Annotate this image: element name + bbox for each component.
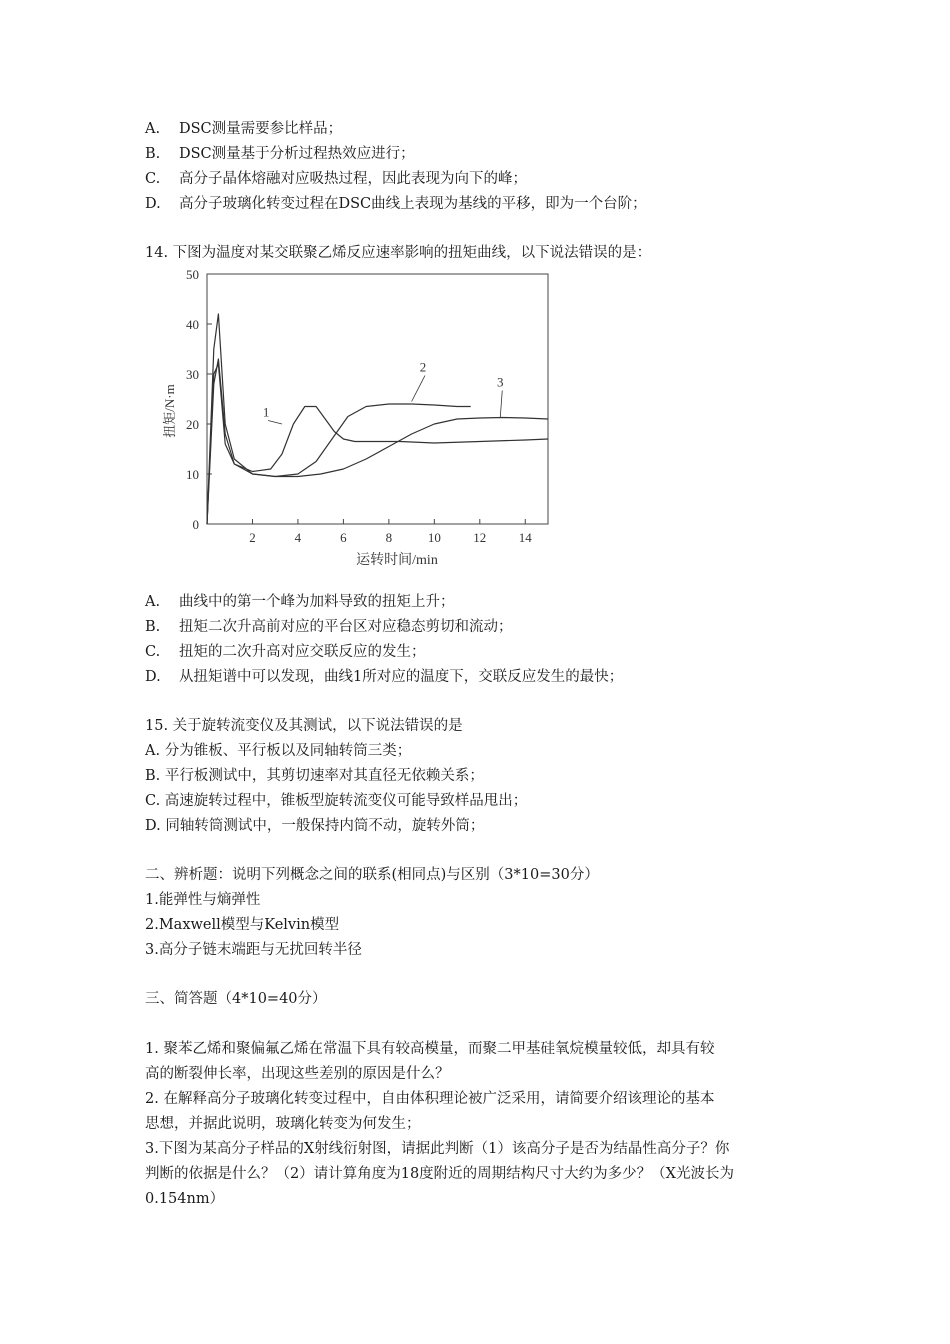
q13-option-d: D. 高分子玻璃化转变过程在DSC曲线上表现为基线的平移，即为一个台阶； bbox=[145, 196, 647, 212]
series-line-2 bbox=[207, 314, 471, 524]
q15-stem: 15. 关于旋转流变仪及其测试，以下说法错误的是 bbox=[145, 718, 463, 734]
chart-frame bbox=[207, 274, 548, 524]
q14-option-c: C. 扭矩的二次升高对应交联反应的发生； bbox=[145, 644, 426, 660]
y-tick-label: 0 bbox=[192, 517, 199, 532]
section3-title: 三、简答题（4*10=40分） bbox=[145, 991, 327, 1007]
q15-option-a: A. 分为锥板、平行板以及同轴转筒三类； bbox=[145, 743, 412, 759]
q15-option-c: C. 高速旋转过程中，锥板型旋转流变仪可能导致样品甩出； bbox=[145, 793, 528, 809]
section2-title: 二、辨析题：说明下列概念之间的联系(相同点)与区别（3*10=30分） bbox=[145, 867, 599, 883]
section2-item-3: 3.高分子链末端距与无扰回转半径 bbox=[145, 942, 362, 958]
section3-q2-line2: 思想，并据此说明，玻璃化转变为何发生； bbox=[145, 1116, 421, 1132]
y-tick-label: 10 bbox=[186, 467, 199, 482]
q13-option-c: C. 高分子晶体熔融对应吸热过程，因此表现为向下的峰； bbox=[145, 171, 527, 187]
x-tick-label: 10 bbox=[427, 530, 441, 545]
series-label-1: 1 bbox=[262, 404, 270, 420]
series-leader-2 bbox=[412, 376, 425, 402]
series-label-3: 3 bbox=[497, 374, 504, 390]
q13-option-b: B. DSC测量基于分析过程热效应进行； bbox=[145, 146, 415, 162]
section2-item-2: 2.Maxwell模型与Kelvin模型 bbox=[145, 917, 340, 933]
x-tick-label: 8 bbox=[385, 530, 393, 545]
q15-option-d: D. 同轴转筒测试中，一般保持内筒不动，旋转外筒； bbox=[145, 818, 485, 834]
q15-option-b: B. 平行板测试中，其剪切速率对其直径无依赖关系； bbox=[145, 768, 484, 784]
x-tick-label: 12 bbox=[473, 530, 487, 545]
y-tick-label: 40 bbox=[186, 317, 199, 332]
chart-axes bbox=[207, 274, 548, 524]
q14-option-a: A. 曲线中的第一个峰为加料导致的扭矩上升； bbox=[145, 594, 455, 610]
q14-option-d: D. 从扭矩谱中可以发现，曲线1所对应的温度下，交联反应发生的最快； bbox=[145, 669, 624, 685]
section3-q2-line1: 2. 在解释高分子玻璃化转变过程中，自由体积理论被广泛采用，请简要介绍该理论的基本 bbox=[145, 1091, 715, 1107]
chart-ticks bbox=[186, 267, 532, 545]
y-tick-label: 30 bbox=[186, 367, 199, 382]
torque-chart bbox=[150, 266, 570, 576]
y-tick-label: 20 bbox=[186, 417, 199, 432]
series-leader-1 bbox=[268, 421, 282, 425]
chart-series bbox=[207, 314, 548, 524]
chart-x-label: 运转时间/min bbox=[356, 553, 438, 568]
q14-stem: 14. 下图为温度对某交联聚乙烯反应速率影响的扭矩曲线，以下说法错误的是： bbox=[145, 245, 652, 261]
x-tick-label: 6 bbox=[340, 530, 347, 545]
chart-y-label: 扭矩/N·m bbox=[162, 384, 177, 438]
x-tick-label: 14 bbox=[518, 530, 532, 545]
y-tick-label: 50 bbox=[186, 267, 199, 282]
q13-option-a: A. DSC测量需要参比样品； bbox=[145, 121, 343, 137]
section3-q1-line2: 高的断裂伸长率，出现这些差别的原因是什么？ bbox=[145, 1066, 450, 1082]
section3-q3-line3: 0.154nm） bbox=[145, 1191, 225, 1207]
section3-q3-line2: 判断的依据是什么？（2）请计算角度为18度附近的周期结构尺寸大约为多少？（X光波长为 bbox=[145, 1166, 734, 1182]
section2-item-1: 1.能弹性与熵弹性 bbox=[145, 892, 261, 908]
section3-q1-line1: 1. 聚苯乙烯和聚偏氟乙烯在常温下具有较高模量，而聚二甲基硅氧烷模量较低，却具有较 bbox=[145, 1041, 715, 1057]
q14-option-b: B. 扭矩二次升高前对应的平台区对应稳态剪切和流动； bbox=[145, 619, 513, 635]
series-leader-3 bbox=[500, 391, 502, 418]
section3-q3-line1: 3.下图为某高分子样品的X射线衍射图，请据此判断（1）该高分子是否为结晶性高分子？你 bbox=[145, 1141, 730, 1157]
series-label-2: 2 bbox=[419, 359, 427, 375]
x-tick-label: 4 bbox=[294, 530, 302, 545]
x-tick-label: 2 bbox=[249, 530, 256, 545]
